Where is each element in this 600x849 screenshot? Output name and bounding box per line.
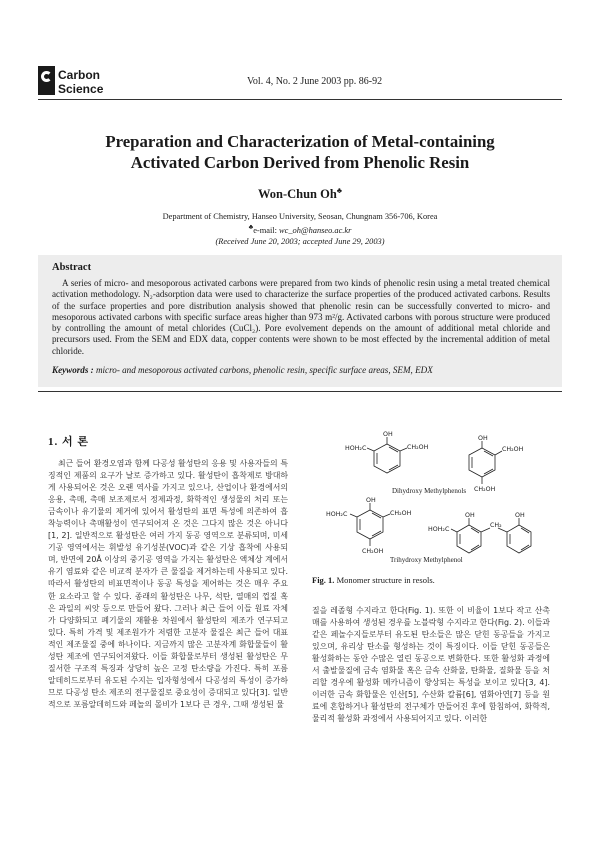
svg-text:CH₂OH: CH₂OH	[407, 444, 429, 451]
affiliation: Department of Chemistry, Hanseo University, Seosan, Chungnam 356-706, Korea ♣e-mail: wc_oh@hanseo.ac.kr (Received June 20, 2003; accepted June 29, 2003)	[40, 211, 560, 247]
svg-text:CH₂OH: CH₂OH	[390, 510, 412, 517]
benzene-ring-4	[457, 525, 481, 553]
svg-text:HOH₂C: HOH₂C	[345, 445, 367, 452]
figure-caption: Fig. 1. Monomer structure in resols.	[312, 575, 435, 585]
svg-text:HOH₂C: HOH₂C	[326, 511, 348, 518]
paper-title: Preparation and Characterization of Metal-containing Activated Carbon Derived from Phenolic Resin	[105, 132, 495, 172]
benzene-ring-3	[357, 510, 383, 539]
trihydroxy-label: Trihydroxy Methylphenol	[390, 556, 463, 564]
abstract-heading: Abstract	[52, 262, 92, 273]
body-right-column: 질을 레졸형 수지라고 한다(Fig. 1). 또한 이 비율이 1보다 작고 산촉매를 사용하여 생성된 경우를 노블락형 수지라고 한다(Fig. 2). 이들과 같은 페놀수지들로부터 유도된 탄소들은 많은 닫힌 동공들을 가지고 있으며, 유리상 탄소를 형성하는 것이 특징이다. 이들 닫힌 동공들은 활성화하는 동안 수많은 열린 동공으로 변화한다. 또한 활성화 과정에서 출발물질에 금속 염화물 혹은 금속 산화물, 탄화물, 질화물 등을 처리할 경우에 활성화 메카니즘이 향상되는 특성을 보이고 있다[3, 4]. 이러한 금속 화합물은 인산[5], 수산화 칼륨[6], 염화아연[7] 등을 원료에 혼합하거나 활성탄의 전구체가 만들어진 후에 함침하여, 화학적, 물리적 활성화 과정에서 사용되어지고 있다. 이러한	[312, 606, 550, 724]
svg-text:CH₂OH: CH₂OH	[362, 548, 384, 555]
volume-info: Vol. 4, No. 2 June 2003 pp. 86-92	[247, 76, 383, 87]
section-title: 1. 서 론	[48, 436, 90, 448]
abstract-rule	[38, 391, 562, 392]
abstract-text: A series of micro- and mesoporous activated carbons were prepared from two kinds of phenolic resin using a metal treated chemical activation methodology. N₂-adsorption data were used to characterize the surface properties of the produced activated carbons. Results of the surface properties and pore distribution analysis showed that phenolic resin can be successfully converted to micro- and mesoporous activated carbons with specific surface areas higher than 973 m²/g. Activated carbons with porous structure were produced by controlling the amount of metal chlorides (CuCl₂). Pore evolvement depends on the amount of additional metal chloride and precursors used. From the SEM and EDX data, copper contents were shown to be most effected by the incremental addition of metal chloride.	[52, 278, 550, 356]
body-left-column: 최근 들어 환경오염과 함께 다공성 활성탄의 응용 및 사용자들의 특징적인 제품의 요구가 날로 증가하고 있다. 활성탄이 흡착제로 방대하게 사용되어온 것은 오랜 역사를 가지고 있으나, 산업이나 환경에서의 응용, 촉매, 촉매 보조제로서 정제과정, 화학적인 생성물의 처리 또는 금속이나 유기물의 제거에 있어서 활성탄의 표면 특성에 의존하여 흡착능력이나 촉매활성이 연구되어져 온 것은 그다지 많은 것은 아니다[1, 2]. 일반적으로 활성탄은 여러 가지 동공 영역으로 분류되며, 미세 기공 영역에서는 휘발성 유기성분(VOC)과 같은 기상 흡착에 사용되며, 반면에 20Å 이상의 중기공 영역을 가지는 활성탄은 액체상 계에서 유기 염료와 같은 비교적 분자가 큰 물질을 제거하는데 사용되고 있다. 따라서 활성탄의 비표면적이나 동공 특성을 제어하는 것은 매우 주요한 요소라고 할 수 있다. 종래의 활성탄은 나무, 석탄, 열매의 껍질 혹은 과일의 씨앗 등으로 만들어 왔다. 그러나 최근 들어 이들 원료 자체가 다양화되고 폐기물의 재활용 차원에서 활성탄의 제조가 연구되고 있다. 특히 가격 및 제조원가가 저렴한 고분자 물질은 최근 들어 대표적인 제조물질 중에 하나이다. 지금까지 많은 고분자계 화합물들이 활성탄 제조에 연구되어져왔다. 이들 화합물로부터 생성된 활성탄은 무질서한 구조적 특징과 상당히 높은 고정 탄소량을 가진다. 특히 포름 알데히드로부터 유도된 수지는 입자형성에서 다공성의 특성이 증가하므로 다공성 탄소 제조의 전구물질로 중요성이 증대되고 있다[3]. 일반적으로 포름알데히드와 페놀의 몰비가 1보다 큰 경우, 그때 생성된 물	[48, 459, 288, 709]
journal-logo-c-icon	[41, 71, 52, 82]
benzene-ring-5	[507, 525, 531, 553]
svg-text:OH: OH	[383, 431, 393, 438]
received-dates: (Received June 20, 2003; accepted June 29, 2003)	[215, 236, 385, 246]
journal-name: Carbon Science	[58, 68, 104, 96]
benzene-ring-1	[374, 444, 400, 473]
email-link[interactable]: wc_oh@hanseo.ac.kr	[279, 225, 352, 235]
svg-text:OH: OH	[366, 497, 376, 504]
author: Won-Chun Oh♣	[257, 186, 343, 202]
svg-text:CH₂OH: CH₂OH	[474, 486, 496, 493]
monomer-structure-figure	[312, 430, 552, 570]
dihydroxy-label: Dihydroxy Methylphenols	[392, 487, 467, 495]
svg-text:CH₂OH: CH₂OH	[502, 446, 524, 453]
svg-text:OH: OH	[478, 435, 488, 442]
svg-text:OH: OH	[465, 512, 475, 519]
email-line: ♣e-mail: wc_oh@hanseo.ac.kr	[248, 223, 352, 235]
author-mark-icon: ♣	[336, 186, 343, 195]
keywords: Keywords : micro- and mesoporous activated carbons, phenolic resin, specific surface areas, SEM, EDX	[52, 365, 433, 375]
svg-text:HOH₂C: HOH₂C	[428, 526, 450, 533]
benzene-ring-2	[469, 448, 495, 477]
svg-text:OH: OH	[515, 512, 525, 519]
header-rule	[38, 99, 562, 100]
svg-text:CH₂: CH₂	[490, 522, 502, 529]
